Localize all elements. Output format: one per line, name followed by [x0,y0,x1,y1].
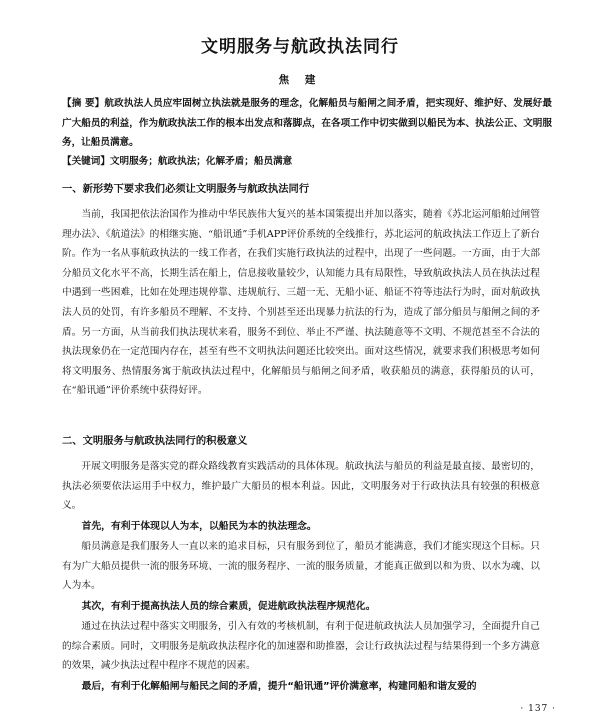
paper-title: 文明服务与航政执法同行 [201,37,399,57]
abstract [62,94,552,153]
author-name: 焦 建 [278,74,322,86]
page-number: · 137 · [520,704,556,714]
section-heading-2: 二、文明服务与航政执法同行的积极意义 [62,435,248,447]
keywords [62,152,552,172]
point-heading-3: 最后，有利于化解船闸与船民之间的矛盾，提升“船讯通”评价满意率，构建同船和谐友爱的 [81,681,477,692]
point-paragraph-1: 船员满意是我们服务人一直以来的追求目标，只有服务到位了，船员才能满意，我们才能实现这个目标。只有为广大船员提供一流的服务环境、一流的服务程序、一流的服务质量，才能真正做到以和为贵、以水为魂、以人为本。 [62,541,540,592]
point-heading-1: 首先，有利于体现以人为本，以船民为本的执法理念。 [81,521,317,532]
abstract-text: 航政执法人员应牢固树立执法就是服务的理念，化解船员与船闸之间矛盾，把实现好、维护好、发展好最广大船员的利益，作为航政执法工作的根本出发点和落脚点，在各项工作中切实做到以船民为本、执法公正、文明服务，让船员满意。 [62,98,553,148]
point-paragraph-2: 通过在执法过程中落实文明服务，引入有效的考核机制，有利于促进航政执法人员加强学习，全面提升自己的综合素质。同时，文明服务是航政执法程序化的加速器和助推器，会让行政执法过程与结果得到一个多方满意的效果，减少执法过程中程序不规范的因素。 [62,621,540,672]
section-paragraph-2: 开展文明服务是落实党的群众路线教育实践活动的具体体现。航政执法与船员的利益是最直接、最密切的，执法必须要依法运用手中权力，维护最广大船员的根本利益。因此，文明服务对于行政执法具有较强的积极意义。 [62,461,540,512]
point-heading-2: 其次，有利于提高执法人员的综合素质，促进航政执法程序规范化。 [81,601,376,612]
section-paragraph-1: 当前，我国把依法治国作为推动中华民族伟大复兴的基本国策提出并加以落实，随着《苏北运河船舶过闸管理办法》、《航道法》的相继实施、“船讯通”手机APP评价系统的全线推行，苏北运河的航政执法工作迈上了新台阶。作为一名从事航政执法的一线工作者，在我们实施行政执法的过程中，出现了一些问题。一方面，由于大部分船员文化水平不高，长期生活在船上，信息接收量较少，认知能力具有局限性，导致航政执法人员在执法过程中遇到一些困难，比如在处理违规停靠、违规航行、三超一无、无船小证、船证不符等违法行为时，面对航政执法人员的处罚，有许多船员不理解、不支持、个别甚至还出现暴力抗法的行为，造成了部分船员与船闸之间的矛盾。另一方面，从当前我们执法现状来看，服务不到位、举止不严谨、执法随意等不文明、不规范甚至不合法的执法现象仍在一定范围内存在，甚至有些不文明执法问题还比较突出。面对这些情况，就要求我们积极思考如何将文明服务、热情服务寓于航政执法过程中，化解船员与船闸之间矛盾，收获船员的满意，获得船员的认可，在“船讯通”评价系统中获得好评。 [62,209,540,397]
abstract-label: 【摘 要】 [62,98,105,109]
keywords-text: 文明服务；航政执法；化解矛盾；船员满意 [109,156,293,167]
section-heading-1: 一、新形势下要求我们必须让文明服务与航政执法同行 [62,183,310,195]
keywords-label: 【关键词】 [62,156,110,167]
